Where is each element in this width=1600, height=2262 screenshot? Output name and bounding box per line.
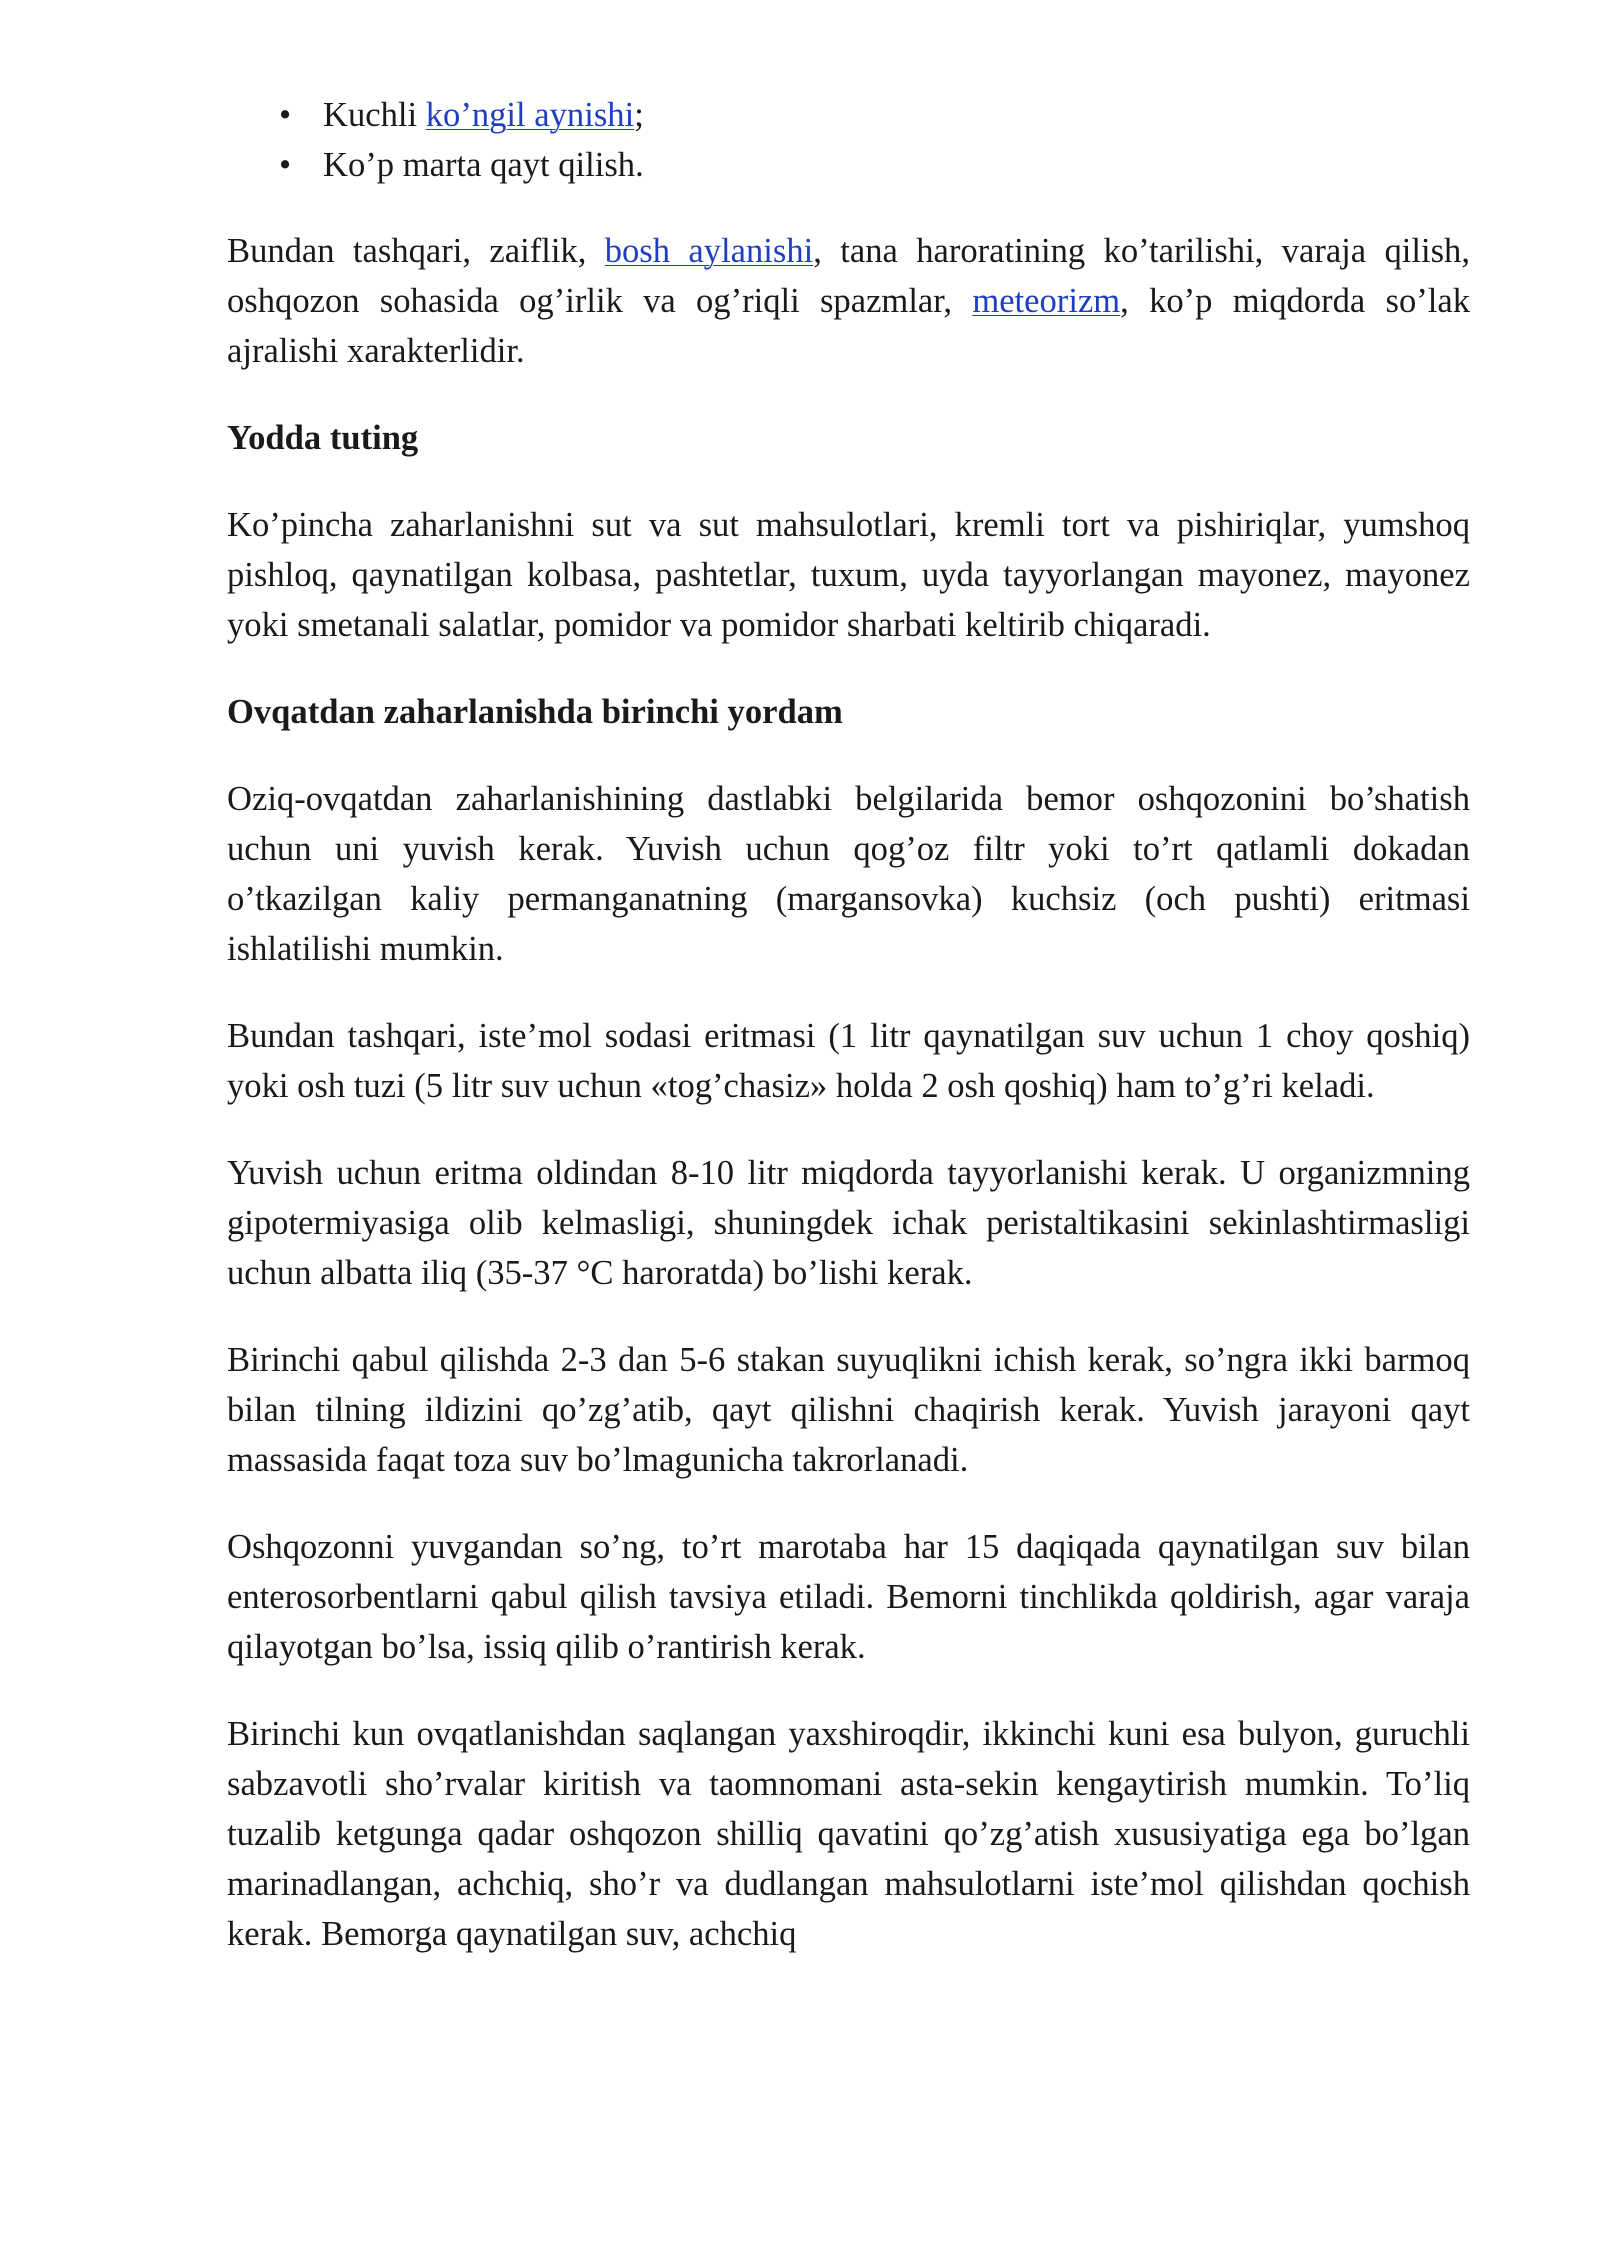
document-page bbox=[227, 90, 1470, 1959]
bullet-icon: • bbox=[279, 96, 292, 134]
list-item-punct: ; bbox=[634, 96, 644, 134]
paragraph-foods: Ko’pincha zaharlanishni sut va sut mahsulotlari, kremli tort va pishiriqlar, yumshoq pishloq, qaynatilgan kolbasa, pashtetlar, tuxum, uyda tayyorlangan mayonez, mayonez yoki smetanali salatlar, pomidor va pomidor sharbati keltirib chiqaradi. bbox=[227, 506, 1470, 644]
list-item-text: Kuchli bbox=[323, 96, 426, 134]
link-meteorizm[interactable]: meteorizm bbox=[972, 282, 1121, 320]
link-kongil-aynishi[interactable]: ko’ngil aynishi bbox=[425, 96, 635, 134]
list-item bbox=[227, 140, 1470, 190]
link-bosh-aylanishi[interactable]: bosh aylanishi bbox=[604, 232, 814, 270]
paragraph-solutions: Bundan tashqari, iste’mol sodasi eritmasi (1 litr qaynatilgan suv uchun 1 choy qoshiq) yoki osh tuzi (5 litr suv uchun «tog’chasiz» holda 2 osh qoshiq) ham to’g’ri keladi. bbox=[227, 1017, 1470, 1105]
heading-first-aid: Ovqatdan zaharlanishda birinchi yordam bbox=[227, 693, 843, 731]
symptom-list bbox=[227, 90, 1470, 190]
paragraph-text: , tana haroratining ko’tarilishi, varaja qilish, oshqozon sohasida og’irlik va og’riqli spazmlar, bbox=[227, 232, 1470, 320]
paragraph-text: Bundan tashqari, zaiflik, bbox=[227, 232, 605, 270]
paragraph-diet: Birinchi kun ovqatlanishdan saqlangan yaxshiroqdir, ikkinchi kuni esa bulyon, guruchli sabzavotli sho’rvalar kiritish va taomnomani asta-sekin kengaytirish mumkin. To’liq tuzalib ketgunga qadar oshqozon shilliq qavatini qo’zg’atish xususiyatiga ega bo’lgan marinadlangan, achchiq, sho’r va dudlangan mahsulotlarni iste’mol qilishdan qochish kerak. Bemorga qaynatilgan suv, achchiq bbox=[227, 1715, 1470, 1953]
list-item bbox=[227, 90, 1470, 140]
bullet-icon: • bbox=[279, 146, 292, 184]
paragraph-first-aid: Oziq-ovqatdan zaharlanishining dastlabki belgilarida bemor oshqozonini bo’shatish uchun uni yuvish kerak. Yuvish uchun qog’oz filtr yoki to’rt qatlamli dokadan o’tkazilgan kaliy permanganatning (margansovka) kuchsiz (och pushti) eritmasi ishlatilishi mumkin. bbox=[227, 780, 1470, 968]
paragraph-preparation: Yuvish uchun eritma oldindan 8-10 litr miqdorda tayyorlanishi kerak. U organizmning gipotermiyasiga olib kelmasligi, shuningdek ichak peristaltikasini sekinlashtirmasligi uchun albatta iliq (35-37 °C haroratda) bo’lishi kerak. bbox=[227, 1154, 1470, 1292]
paragraph-text: , ko’p miqdorda so’lak ajralishi xarakterlidir. bbox=[227, 282, 1470, 370]
heading-yodda-tuting: Yodda tuting bbox=[227, 419, 419, 457]
list-item-text: Ko’p marta qayt qilish. bbox=[323, 146, 644, 184]
paragraph-after-wash: Oshqozonni yuvgandan so’ng, to’rt marotaba har 15 daqiqada qaynatilgan suv bilan enterosorbentlarni qabul qilish tavsiya etiladi. Bemorni tinchlikda qoldirish, agar varaja qilayotgan bo’lsa, issiq qilib o’rantirish kerak. bbox=[227, 1528, 1470, 1666]
paragraph-procedure: Birinchi qabul qilishda 2-3 dan 5-6 stakan suyuqlikni ichish kerak, so’ngra ikki barmoq bilan tilning ildizini qo’zg’atib, qayt qilishni chaqirish kerak. Yuvish jarayoni qayt massasida faqat toza suv bo’lmagunicha takrorlanadi. bbox=[227, 1341, 1470, 1479]
paragraph-symptoms bbox=[227, 226, 1470, 376]
